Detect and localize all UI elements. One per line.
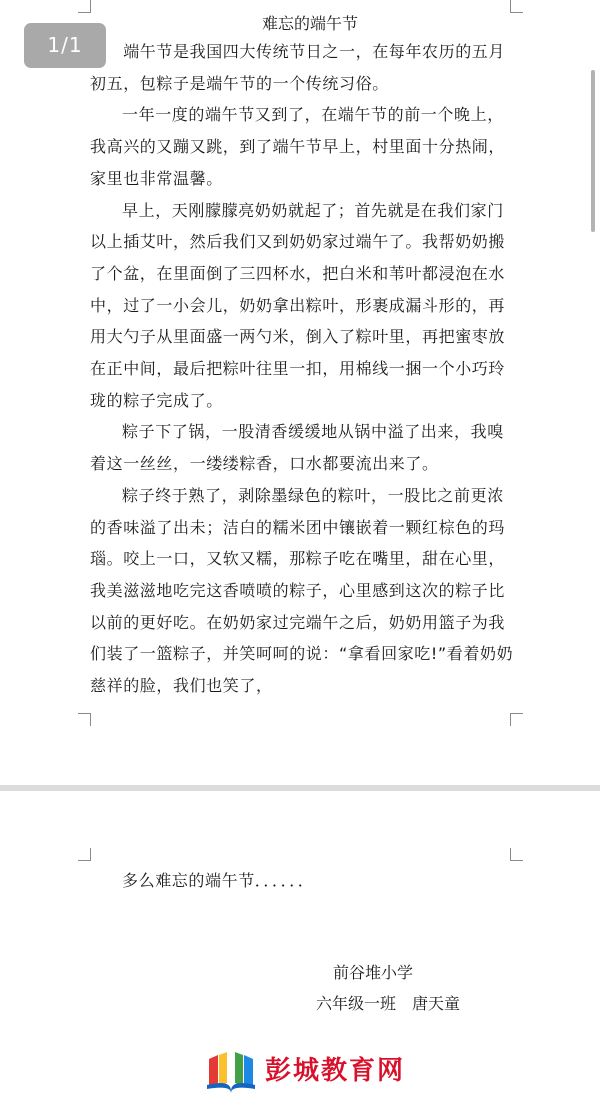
document-body (90, 36, 520, 702)
document-title: 难忘的端午节 (261, 14, 358, 33)
page-corner-mark (510, 713, 523, 726)
class-and-author: 六年级一班 唐天童 (316, 994, 461, 1013)
closing-line: 多么难忘的端午节．．．．．． (122, 871, 315, 890)
paragraph: 一年一度的端午节又到了，在端午节的前一个晚上，我高兴的又蹦又跳，到了端午节早上，村里面十分热闹，家里也非常温馨。 (90, 105, 506, 188)
open-book-icon (205, 1049, 257, 1093)
school-name: 前谷堆小学 (333, 963, 414, 982)
scrollbar-thumb[interactable] (591, 70, 595, 232)
page-corner-mark (510, 848, 523, 861)
watermark-logo (205, 1049, 405, 1093)
paragraph: 早上，天刚朦朦亮奶奶就起了；首先就是在我们家门以上插艾叶，然后我们又到奶奶家过端午了。我帮奶奶搬了个盆，在里面倒了三四杯水，把白米和苇叶都浸泡在水中，过了一小会儿，奶奶拿出粽叶，形裹成漏斗形的，再用大勺子从里面盛一两勺米，倒入了粽叶里，再把蜜枣放在正中间，最后把粽叶往里一扣，用棉线一捆一个小巧玲珑的粽子完成了。 (90, 200, 506, 410)
page-corner-mark (78, 713, 91, 726)
page-indicator: 1/1 (24, 23, 106, 68)
document-page-2 (0, 791, 600, 1111)
logo-text: 彭城教育网 (265, 1056, 406, 1086)
page-corner-mark (78, 848, 91, 861)
paragraph: 端午节是我国四大传统节日之一，在每年农历的五月初五，包粽子是端午节的一个传统习俗。 (90, 42, 506, 93)
paragraph: 粽子下了锅，一股清香缓缓地从锅中溢了出来，我嗅着这一丝丝，一缕缕粽香，口水都要流出来了。 (90, 422, 504, 474)
paragraph: 粽子终于熟了，剥除墨绿色的粽叶，一股比之前更浓的香味溢了出未；洁白的糯米团中镶嵌着一颗红棕色的玛瑙。咬上一口，又软又糯，那粽子吃在嘴里，甜在心里，我美滋滋地吃完这香喷喷的粽子，心里感到这次的粽子比以前的更好吃。在奶奶家过完端午之后，奶奶用篮子为我们装了一篮粽子，并笑呵呵的说：“拿看回家吃!”看着奶奶慈祥的脸，我们也笑了， (90, 485, 514, 696)
